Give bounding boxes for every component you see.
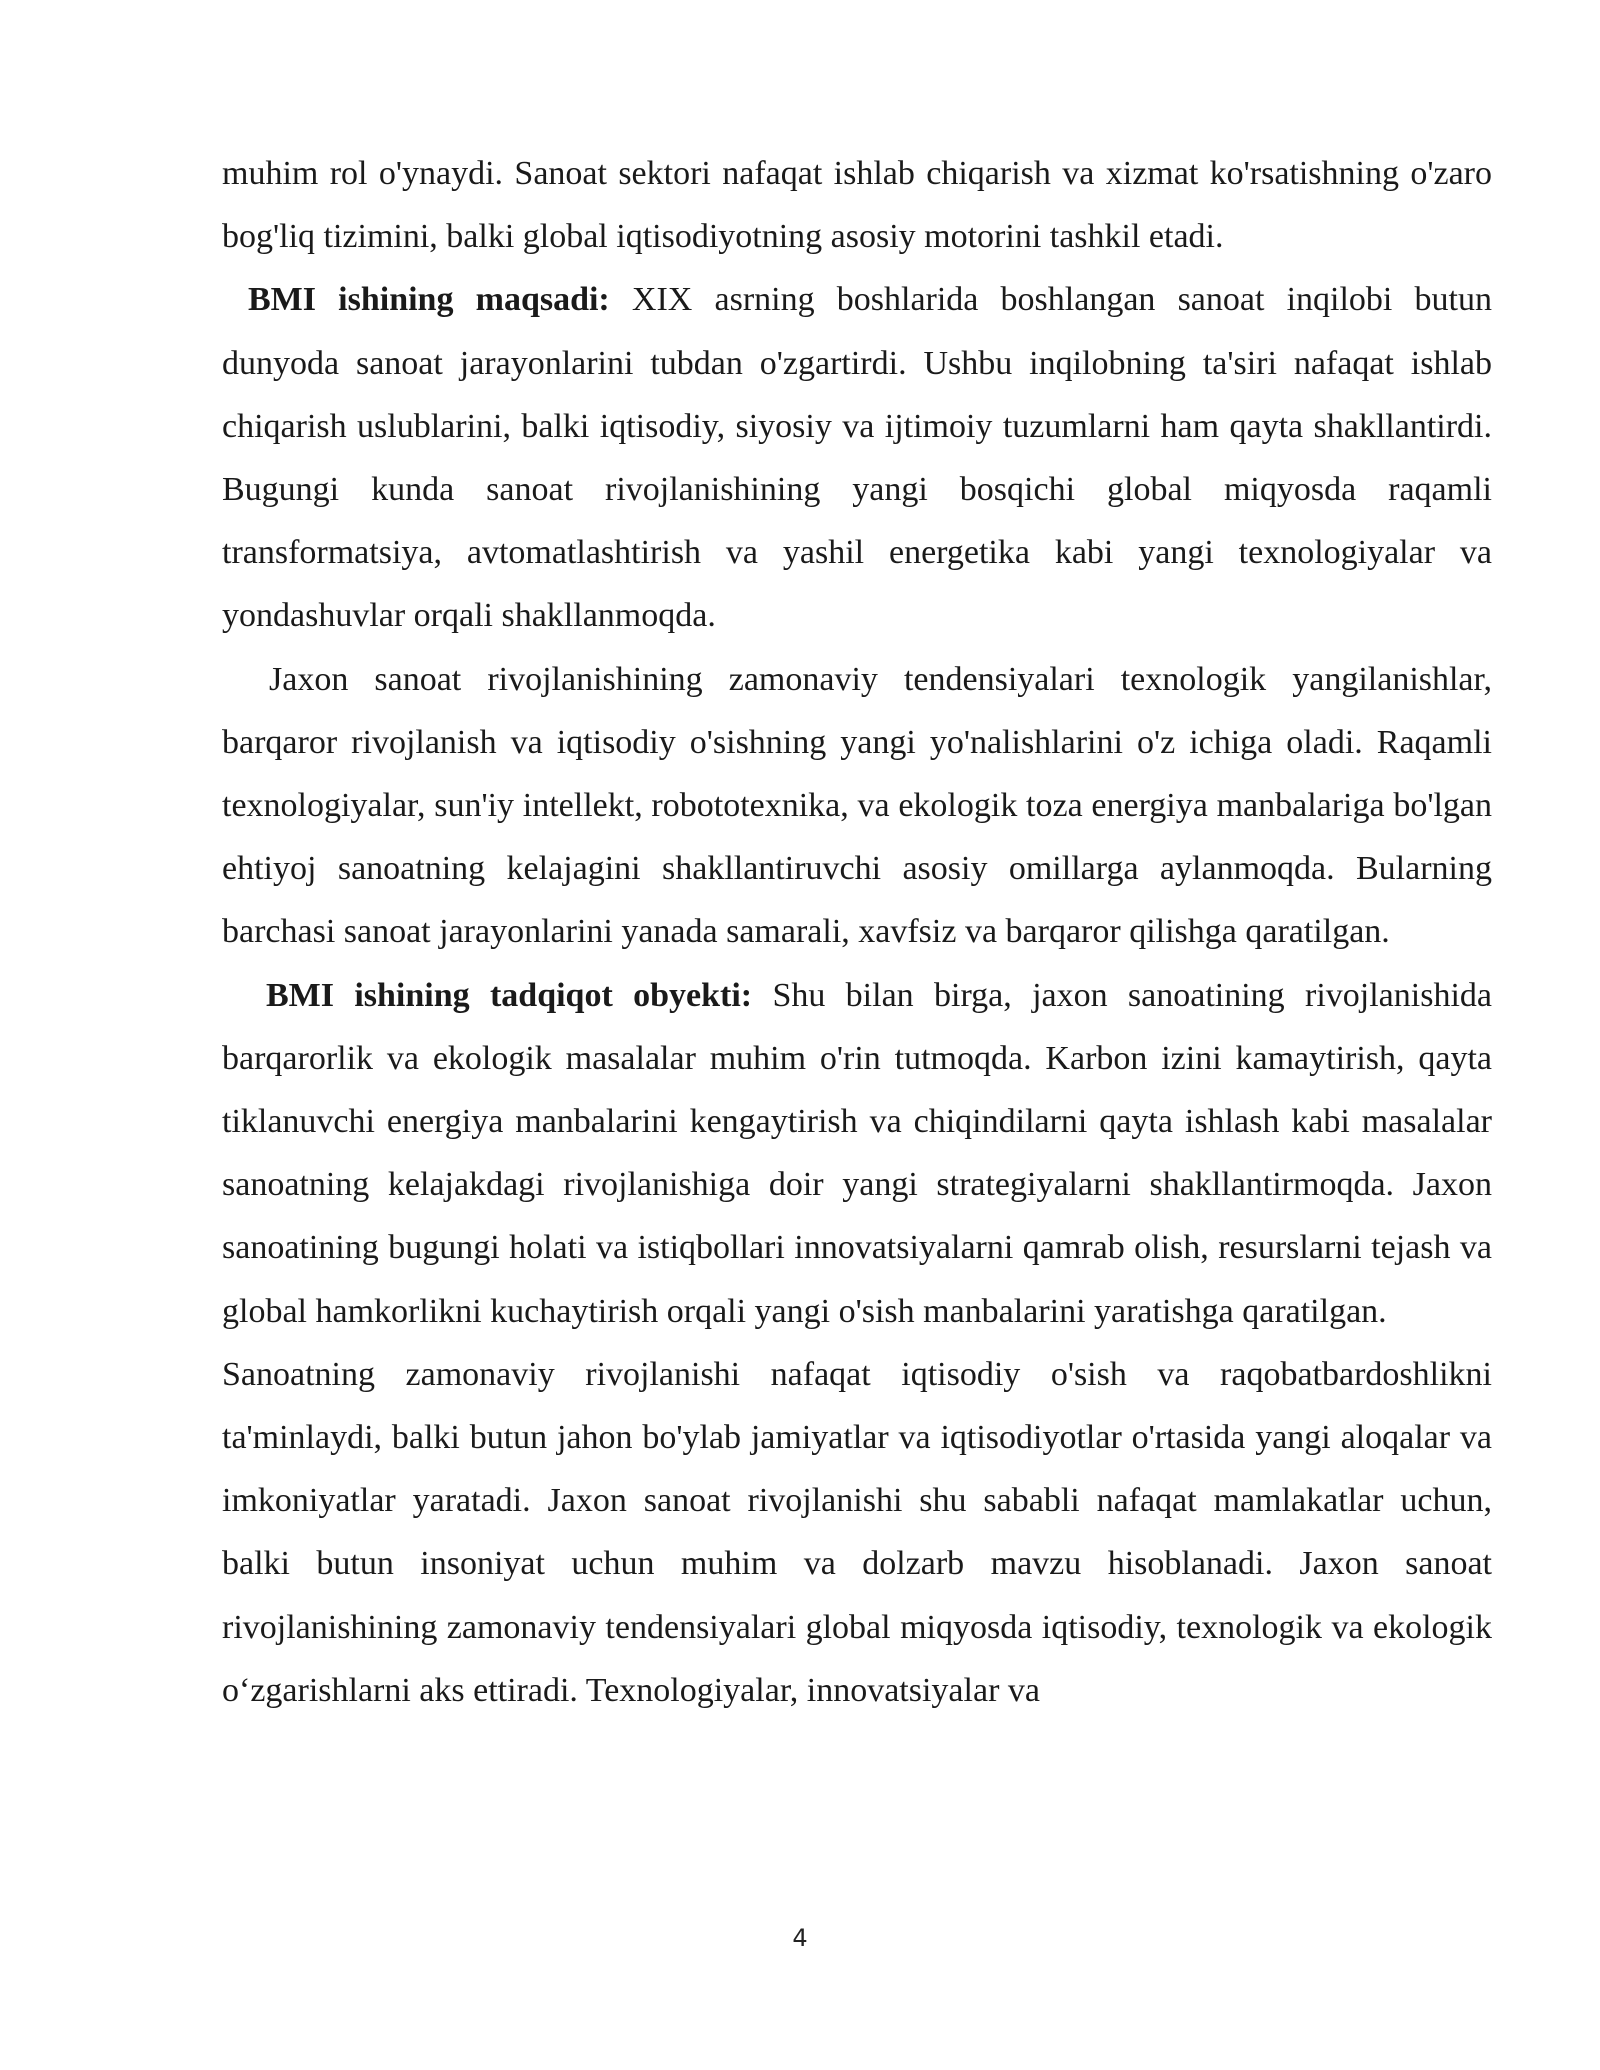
paragraph-goal — [222, 268, 1492, 647]
paragraph-heading-goal: BMI ishining maqsadi: — [248, 281, 610, 319]
paragraph-text: muhim rol o'ynaydi. Sanoat sektori nafaqat ishlab chiqarish va xizmat ko'rsatishning o'zaro bog'liq tizimini, balki global iqtisodiyotning asosiy motorini tashkil etadi. — [222, 155, 1492, 256]
paragraph-text: Jaxon sanoat rivojlanishining zamonaviy tendensiyalari texnologik yangilanishlar, barqaror rivojlanish va iqtisodiy o'sishning yangi yo'nalishlarini o'z ichiga oladi. Raqamli texnologiyalar, sun'iy intellekt, robototexnika, va ekologik toza energiya manbalariga bo'lgan ehtiyoj sanoatning kelajagini shakllantiruvchi asosiy omillarga aylanmoqda. Bularning barchasi sanoat jarayonlarini yanada samarali, xavfsiz va barqaror qilishga qaratilgan. — [222, 660, 1492, 951]
paragraph-text: XIX asrning boshlarida boshlangan sanoat inqilobi butun dunyoda sanoat jarayonlarini tubdan o'zgartirdi. Ushbu inqilobning ta'siri nafaqat ishlab chiqarish uslublarini, balki iqtisodiy, siyosiy va ijtimoiy tuzumlarni ham qayta shakllantirdi. Bugungi kunda sanoat rivojlanishining yangi bosqichi global miqyosda raqamli transformatsiya, avtomatlashtirish va yashil energetika kabi yangi texnologiyalar va yondashuvlar orqali shakllanmoqda. — [222, 281, 1492, 635]
paragraph-intro-continuation — [222, 142, 1492, 268]
paragraph-text: Sanoatning zamonaviy rivojlanishi nafaqat iqtisodiy o'sish va raqobatbardoshlikni ta'minlaydi, balki butun jahon bo'ylab jamiyatlar va iqtisodiyotlar o'rtasida yangi aloqalar va imkoniyatlar yaratadi. Jaxon sanoat rivojlanishi shu sababli nafaqat mamlakatlar uchun, balki butun insoniyat uchun muhim va dolzarb mavzu hisoblanadi. Jaxon sanoat rivojlanishining zamonaviy tendensiyalari global miqyosda iqtisodiy, texnologik va ekologik oʻzgarishlarni aks ettiradi. Texnologiyalar, innovatsiyalar va — [222, 1355, 1492, 1709]
document-page — [222, 142, 1492, 1722]
paragraph-research-object — [222, 964, 1492, 1343]
page-number: 4 — [792, 1924, 808, 1952]
paragraph-trends — [222, 648, 1492, 964]
paragraph-modern-development — [222, 1343, 1492, 1722]
paragraph-text: Shu bilan birga, jaxon sanoatining rivojlanishida barqarorlik va ekologik masalalar muhim o'rin tutmoqda. Karbon izini kamaytirish, qayta tiklanuvchi energiya manbalarini kengaytirish va chiqindilarni qayta ishlash kabi masalalar sanoatning kelajakdagi rivojlanishiga doir yangi strategiyalarni shakllantirmoqda. Jaxon sanoatining bugungi holati va istiqbollari innovatsiyalarni qamrab olish, resurslarni tejash va global hamkorlikni kuchaytirish orqali yangi o'sish manbalarini yaratishga qaratilgan. — [222, 976, 1492, 1330]
paragraph-heading-research-object: BMI ishining tadqiqot obyekti: — [266, 976, 753, 1014]
